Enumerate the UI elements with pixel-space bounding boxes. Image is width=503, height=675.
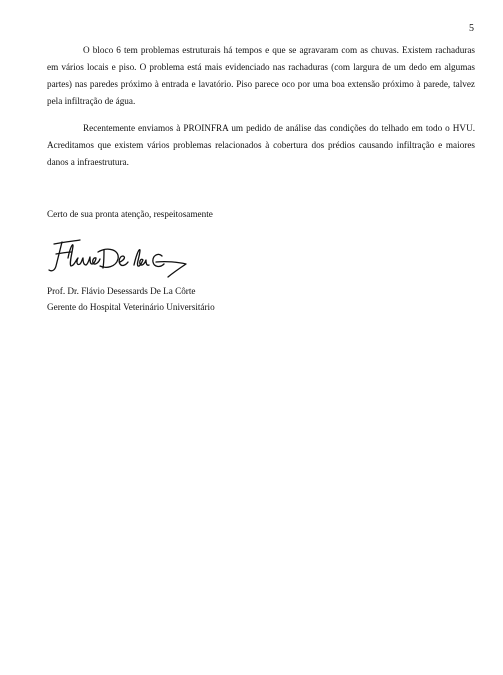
handwritten-signature — [46, 232, 196, 280]
signer-title: Gerente do Hospital Veterinário Universitário — [47, 302, 215, 312]
signer-block — [47, 283, 215, 315]
paragraph-roof-request: Recentemente enviamos à PROINFRA um pedido de análise das condições do telhado em todo o HVU. Acreditamos que existem vários problemas relacionados à cobertura dos prédios causando infiltração e maiores danos a infraestrutura. — [47, 123, 475, 167]
signer-name: Prof. Dr. Flávio Desessards De La Côrte — [47, 286, 196, 296]
paragraph-building-problems: O bloco 6 tem problemas estruturais há tempos e que se agravaram com as chuvas. Existem rachaduras em vários locais e piso. O problema está mais evidenciado nas rachaduras (com largura de um dedo em algumas partes) nas paredes próximo à entrada e lavatório. Piso parece oco por uma boa extensão próximo à parede, talvez pela infiltração de água. — [47, 45, 475, 106]
page-number: 5 — [469, 23, 474, 34]
letter-body — [47, 42, 475, 171]
closing-line: Certo de sua pronta atenção, respeitosamente — [47, 209, 213, 219]
